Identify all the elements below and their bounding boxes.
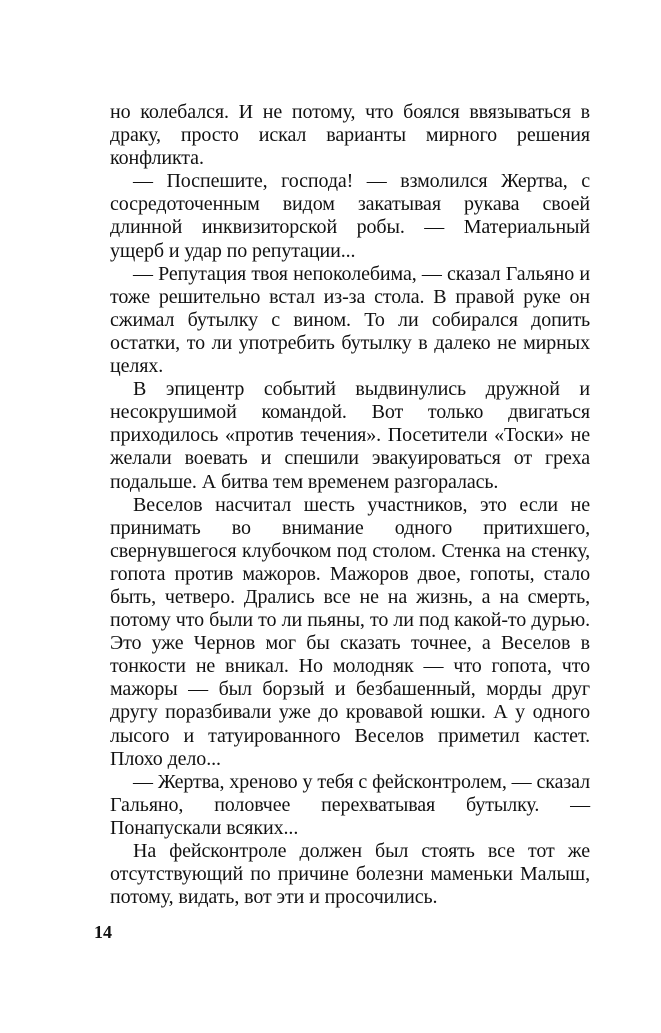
paragraph-5: Веселов насчитал шесть участников, это если не принимать во внимание одного притихшего, свернувшегося клубочком под столом. Стенка на стенку, гопота против мажоров. Мажоров двое, гопоты, стало быть, четверо. Дрались все не на жизнь, а на смерть, потому что были то ли пьяны, то ли под какой-то дурью. Это уже Чернов мог бы сказать точнее, а Веселов в тонкости не вникал. Но молодняк — что гопота, что мажоры — был борзый и безбашенный, морды друг другу поразбивали уже до кровавой юшки. А у одного лысого и татуированного Веселов приметил кастет. Плохо дело... bbox=[110, 493, 590, 770]
paragraph-2: — Поспешите, господа! — взмолился Жертва, с сосредоточенным видом закатывая рукава своей длинной инквизиторской робы. — Материальный ущерб и удар по репутации... bbox=[110, 170, 590, 262]
paragraph-4: В эпицентр событий выдвинулись дружной и несокрушимой командой. Вот только двигаться приходилось «против течения». Посетители «Тоски» не желали воевать и спешили эвакуироваться от греха подальше. А битва тем временем разгоралась. bbox=[110, 378, 590, 493]
page-body-text bbox=[110, 101, 590, 909]
page-number: 14 bbox=[94, 922, 112, 942]
paragraph-3: — Репутация твоя непоколебима, — сказал Гальяно и тоже решительно встал из-за стола. В правой руке он сжимал бутылку с вином. То ли собирался допить остатки, то ли употребить бутылку в далеко не мирных целях. bbox=[110, 262, 590, 378]
paragraph-7: На фейсконтроле должен был стоять все тот же отсутствующий по причине болезни маменьки Малыш, потому, видать, вот эти и просочились. bbox=[110, 840, 590, 909]
paragraph-6: — Жертва, хреново у тебя с фейсконтролем, — сказал Гальяно, половчее перехватывая бутылку. — Понапускали всяких... bbox=[110, 770, 590, 839]
paragraph-1: но колебался. И не потому, что боялся ввязываться в драку, просто искал варианты мирного решения конфликта. bbox=[110, 101, 590, 170]
